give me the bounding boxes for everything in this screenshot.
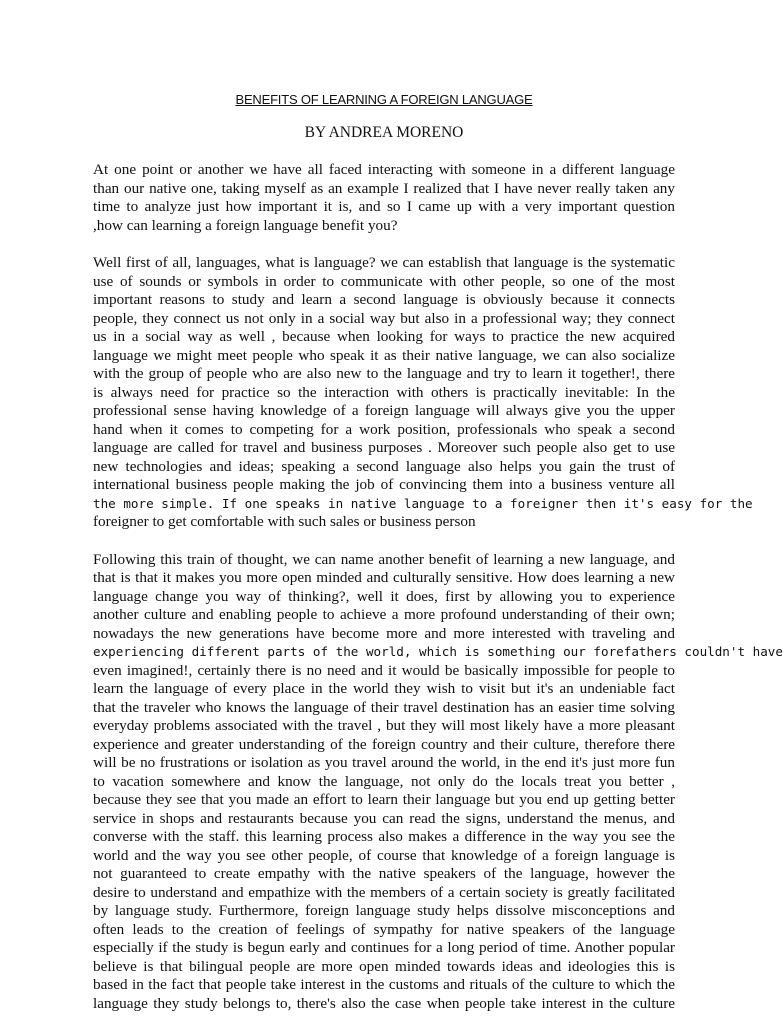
text-line: service in shops and restaurants because you can read the signs, understand the menus, and [93,809,675,827]
text-line: learn the language of every place in the world they wish to visit but it's an undeniable fact [93,680,675,697]
text-line: experience and greater understanding of the foreign country and their culture, therefore there [93,735,675,753]
text-line: international business people making the job of convincing them into a business venture all [93,476,675,493]
paragraph [93,550,783,1014]
text-line: is always need for practice so the interaction with others is practically inevitable: In the [93,383,675,401]
text-line: because they see that you made an effort to learn their language but you end up getting better [93,791,675,808]
text-line: language are called for travel and business purposes . Moreover such people also get to use [93,439,675,456]
text-line: nowadays the new generations have become more and more interested with traveling and [93,624,675,642]
text-line: the more simple. If one speaks in native language to a foreigner then it's easy for the [93,495,753,511]
text-line: converse with the staff. this learning process also makes a difference in the way you see the [93,828,675,845]
text-line: that is that it makes you more open minded and culturally sensitive. How does learning a new [93,569,675,586]
text-line: language they study belongs to, there's also the case when people take interest in the culture [93,994,675,1012]
paragraph [93,161,675,235]
text-line: often leads to the creation of feelings of sympathy for native speakers of the language [93,920,675,938]
text-line: will be no frustrations or isolation as you travel around the world, in the end it's just more fun [93,754,675,771]
text-line: time to analyze just how important it is, and so I came up with a very important question [93,198,675,215]
text-line: by language study. Furthermore, foreign language study helps dissolve misconceptions and [93,902,675,919]
text-line: believe is that bilingual people are more open minded towards ideas and ideologies this is [93,957,675,975]
text-line: At one point or another we have all faced interacting with someone in a different language [93,161,675,178]
text-line: professional sense having knowledge of a foreign language will always give you the upper [93,402,675,419]
text-line: new technologies and ideas; speaking a second language also helps you gain the trust of [93,457,675,475]
document-body [93,161,783,1032]
text-line: that the traveler who knows the language of their travel destination has an easier time solving [93,698,675,716]
text-line: language we might meet people who speak it as their native language, we can also socialize [93,346,675,364]
text-line: important reasons to study and learn a second language is obviously because it connects [93,291,675,308]
document-title: BENEFITS OF LEARNING A FOREIGN LANGUAGE [235,92,533,107]
text-line: everyday problems associated with the travel , but they will most likely have a more pleasant [93,717,675,734]
text-line: hand when it comes to competing for a work position, professionals who speak a second [93,420,675,438]
text-line: world and the way you see other people, of course that knowledge of a foreign language is [93,846,675,864]
text-line: language change you way of thinking?, well it does, first by allowing you to experience [93,587,675,605]
text-line: based in the fact that people take interest in the customs and rituals of the culture to which the [93,976,675,993]
text-line: Following this train of thought, we can name another benefit of learning a new language, and [93,550,675,568]
text-line: foreigner to get comfortable with such sales or business person [93,513,476,530]
text-line: us in a social way as well , because when looking for ways to practice the new acquired [93,328,675,345]
text-line: to vacation somewhere and know the language, not only do the locals treat you better , [93,772,675,790]
text-line: especially if the study is begun early and continues for a long period of time. Another popular [93,939,675,956]
paragraph [93,254,753,532]
text-line: another culture and enabling people to achieve a more profound understanding of their own; [93,606,675,623]
text-line: ,how can learning a foreign language benefit you? [93,216,398,234]
text-line: than our native one, taking myself as an example I realized that I have never really taken any [93,179,675,197]
text-line: with the group of people who are also new to the language and try to learn it together!, there [93,365,675,382]
text-line: Well first of all, languages, what is language? we can establish that language is the systematic [93,254,675,271]
text-line: people, they connect us not only in a social way but also in a professional way; they connect [93,309,675,327]
text-line: not guaranteed to create empathy with the native speakers of the language, however the [93,865,675,882]
text-line: experiencing different parts of the world, which is something our forefathers couldn't have [93,644,783,659]
document-author: BY ANDREA MORENO [304,124,464,141]
text-line: desire to understand and empathize with the members of a certain society is greatly facilitated [93,883,675,901]
text-line: use of sounds or symbols in order to communicate with other people, so one of the most [93,272,675,290]
text-line: even imagined!, certainly there is no need and it would be basically impossible for people to [93,661,675,679]
